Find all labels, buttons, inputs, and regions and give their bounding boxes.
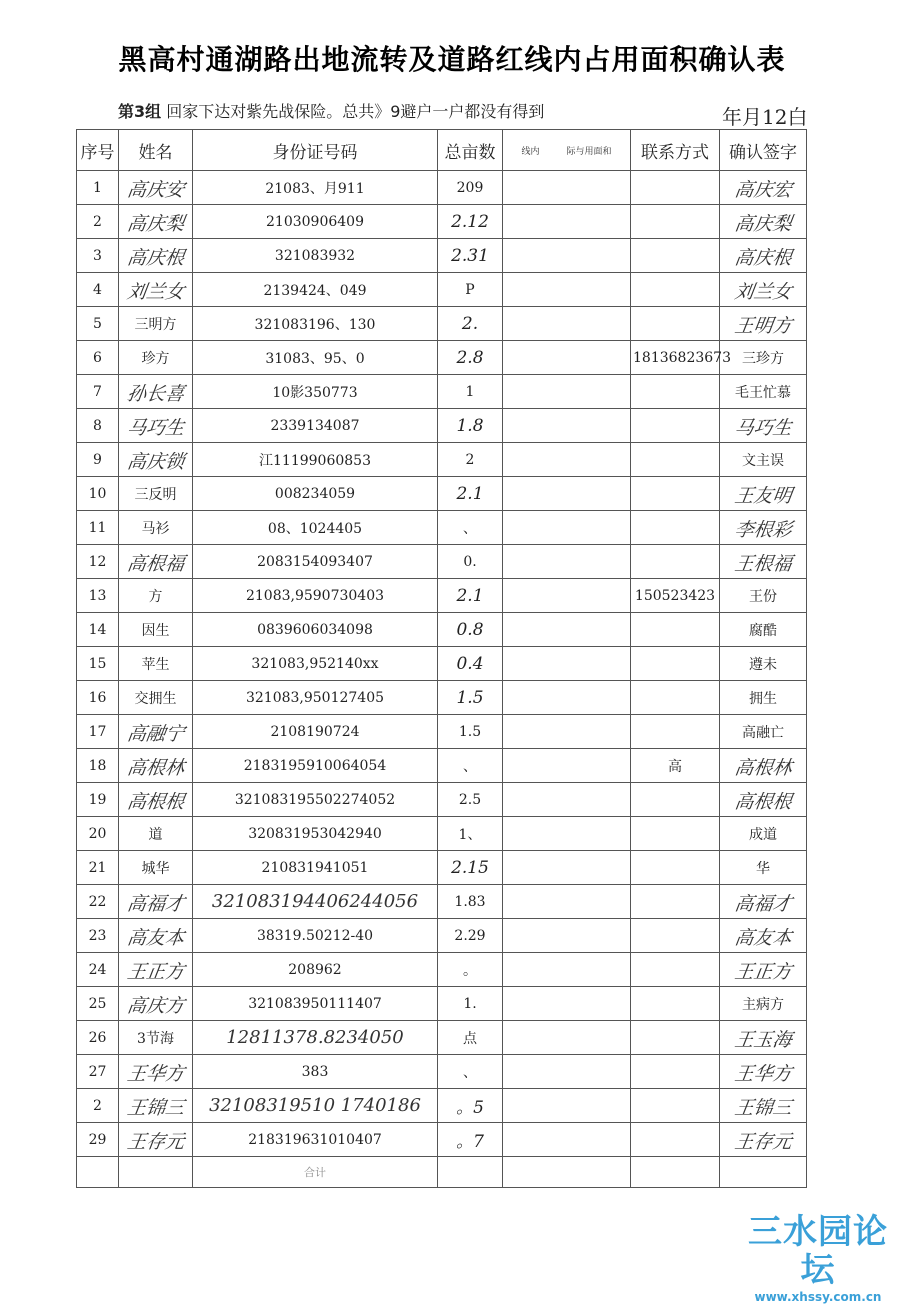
seq-cell: 19 bbox=[77, 783, 119, 817]
header-area: 总亩数 bbox=[438, 130, 503, 171]
footer-row bbox=[77, 1157, 807, 1188]
seq-cell: 15 bbox=[77, 647, 119, 681]
sign-cell: 王存元 bbox=[717, 1123, 809, 1157]
seq-cell: 26 bbox=[77, 1021, 119, 1055]
header-row bbox=[77, 130, 807, 171]
table-row bbox=[77, 171, 807, 205]
name-cell: 珍方 bbox=[119, 341, 193, 375]
seq-cell: 20 bbox=[77, 817, 119, 851]
id-cell: 21083、月911 bbox=[193, 171, 438, 205]
sign-cell: 三珍方 bbox=[720, 341, 807, 375]
id-cell: 10影350773 bbox=[193, 375, 438, 409]
area-cell: 2.15 bbox=[438, 851, 503, 885]
table-row bbox=[77, 817, 807, 851]
area-cell: 、 bbox=[438, 749, 503, 783]
seq-cell: 23 bbox=[77, 919, 119, 953]
id-cell: 08、1024405 bbox=[193, 511, 438, 545]
redline-cell bbox=[503, 273, 631, 307]
table-row bbox=[77, 579, 807, 613]
contact-cell bbox=[631, 1089, 720, 1123]
area-cell: 。7 bbox=[438, 1123, 503, 1157]
table-row bbox=[77, 783, 807, 817]
area-cell: 2.8 bbox=[438, 341, 503, 375]
area-cell: 2.1 bbox=[438, 477, 503, 511]
table-row bbox=[77, 443, 807, 477]
table-row bbox=[77, 953, 807, 987]
table-row bbox=[77, 987, 807, 1021]
table-row bbox=[77, 1089, 807, 1123]
sign-cell: 高友本 bbox=[717, 919, 809, 953]
contact-cell bbox=[631, 443, 720, 477]
sign-cell: 华 bbox=[720, 851, 807, 885]
id-cell: 21030906409 bbox=[193, 205, 438, 239]
redline-cell bbox=[503, 341, 631, 375]
redline-cell bbox=[503, 375, 631, 409]
redline-cell bbox=[503, 749, 631, 783]
sign-cell: 成道 bbox=[720, 817, 807, 851]
area-cell: 。5 bbox=[438, 1089, 503, 1123]
id-cell: 218319631010407 bbox=[193, 1123, 438, 1157]
contact-cell bbox=[631, 307, 720, 341]
contact-cell bbox=[631, 511, 720, 545]
sign-cell: 李根彩 bbox=[717, 511, 809, 545]
name-cell: 马巧生 bbox=[116, 409, 195, 443]
table-row bbox=[77, 1021, 807, 1055]
confirmation-table bbox=[76, 129, 807, 1188]
id-cell: 21083,9590730403 bbox=[193, 579, 438, 613]
id-cell: 321083932 bbox=[193, 239, 438, 273]
id-cell: 38319.50212-40 bbox=[193, 919, 438, 953]
table-row bbox=[77, 511, 807, 545]
name-cell: 道 bbox=[119, 817, 193, 851]
area-cell: 、 bbox=[438, 511, 503, 545]
contact-cell bbox=[631, 817, 720, 851]
sign-cell: 王份 bbox=[720, 579, 807, 613]
redline-cell bbox=[503, 1021, 631, 1055]
area-cell: 、 bbox=[438, 1055, 503, 1089]
table-row bbox=[77, 715, 807, 749]
area-cell: 209 bbox=[438, 171, 503, 205]
redline-cell bbox=[503, 783, 631, 817]
contact-cell bbox=[631, 715, 720, 749]
header-seq: 序号 bbox=[77, 130, 119, 171]
seq-cell: 21 bbox=[77, 851, 119, 885]
seq-cell: 27 bbox=[77, 1055, 119, 1089]
contact-cell bbox=[631, 545, 720, 579]
id-cell: 321083195502274052 bbox=[193, 783, 438, 817]
name-cell: 苹生 bbox=[119, 647, 193, 681]
id-cell: 2339134087 bbox=[193, 409, 438, 443]
id-cell: 320831953042940 bbox=[193, 817, 438, 851]
area-cell: 0.8 bbox=[438, 613, 503, 647]
contact-cell bbox=[631, 375, 720, 409]
seq-cell: 10 bbox=[77, 477, 119, 511]
redline-cell bbox=[503, 817, 631, 851]
table-row bbox=[77, 613, 807, 647]
id-cell: 321083196、130 bbox=[193, 307, 438, 341]
contact-cell bbox=[631, 681, 720, 715]
table-row bbox=[77, 1123, 807, 1157]
header-id: 身份证号码 bbox=[193, 130, 438, 171]
name-cell: 高庆安 bbox=[116, 171, 195, 205]
area-cell: 。 bbox=[438, 953, 503, 987]
sign-cell: 高根根 bbox=[717, 783, 809, 817]
table-row bbox=[77, 681, 807, 715]
header-sign: 确认签字 bbox=[720, 130, 807, 171]
name-cell: 王正方 bbox=[116, 953, 195, 987]
name-cell: 马衫 bbox=[119, 511, 193, 545]
seq-cell: 5 bbox=[77, 307, 119, 341]
table-row bbox=[77, 375, 807, 409]
name-cell: 方 bbox=[119, 579, 193, 613]
id-cell: 321083950111407 bbox=[193, 987, 438, 1021]
sign-cell: 高福才 bbox=[717, 885, 809, 919]
area-cell: 2. bbox=[438, 307, 503, 341]
sign-cell: 拥生 bbox=[720, 681, 807, 715]
contact-cell bbox=[631, 783, 720, 817]
table-row bbox=[77, 273, 807, 307]
id-cell: 31083、95、0 bbox=[193, 341, 438, 375]
header-contact: 联系方式 bbox=[631, 130, 720, 171]
id-cell: 2139424、049 bbox=[193, 273, 438, 307]
seq-cell: 13 bbox=[77, 579, 119, 613]
table-row bbox=[77, 919, 807, 953]
table-row bbox=[77, 885, 807, 919]
id-cell: 32108319510 1740186 bbox=[193, 1089, 438, 1123]
redline-cell bbox=[503, 205, 631, 239]
site-watermark bbox=[733, 1213, 903, 1305]
id-cell: 008234059 bbox=[193, 477, 438, 511]
seq-cell: 12 bbox=[77, 545, 119, 579]
redline-cell bbox=[503, 715, 631, 749]
id-cell: 383 bbox=[193, 1055, 438, 1089]
sign-cell: 主病方 bbox=[720, 987, 807, 1021]
table-row bbox=[77, 1055, 807, 1089]
contact-cell bbox=[631, 953, 720, 987]
area-cell: 1. bbox=[438, 987, 503, 1021]
name-cell: 王华方 bbox=[116, 1055, 195, 1089]
name-cell: 高庆梨 bbox=[116, 205, 195, 239]
area-cell: 点 bbox=[438, 1021, 503, 1055]
sign-cell: 王锦三 bbox=[717, 1089, 809, 1123]
contact-cell: 18136823673 bbox=[631, 341, 720, 375]
contact-cell: 150523423 bbox=[631, 579, 720, 613]
name-cell: 城华 bbox=[119, 851, 193, 885]
table-row bbox=[77, 477, 807, 511]
area-cell: 2.31 bbox=[438, 239, 503, 273]
header-redline: 线内 际与用面和 bbox=[503, 130, 631, 171]
subtitle-line bbox=[118, 99, 544, 122]
name-cell: 3节海 bbox=[119, 1021, 193, 1055]
id-cell: 321083,952140xx bbox=[193, 647, 438, 681]
sign-cell: 腐酷 bbox=[720, 613, 807, 647]
seq-cell: 17 bbox=[77, 715, 119, 749]
name-cell: 高根福 bbox=[116, 545, 195, 579]
sign-cell: 王正方 bbox=[717, 953, 809, 987]
area-cell: 2.5 bbox=[438, 783, 503, 817]
redline-cell bbox=[503, 477, 631, 511]
group-label: 第3组 bbox=[118, 102, 162, 121]
redline-cell bbox=[503, 579, 631, 613]
name-cell: 高庆根 bbox=[116, 239, 195, 273]
redline-cell bbox=[503, 1089, 631, 1123]
area-cell: 2.29 bbox=[438, 919, 503, 953]
sign-cell: 刘兰女 bbox=[717, 273, 809, 307]
id-cell: 208962 bbox=[193, 953, 438, 987]
name-cell: 因生 bbox=[119, 613, 193, 647]
header-name: 姓名 bbox=[119, 130, 193, 171]
area-cell: 1.5 bbox=[438, 681, 503, 715]
contact-cell bbox=[631, 273, 720, 307]
area-cell: 2.12 bbox=[438, 205, 503, 239]
watermark-brand: 三水园论坛 bbox=[748, 1212, 888, 1290]
redline-cell bbox=[503, 545, 631, 579]
name-cell: 刘兰女 bbox=[116, 273, 195, 307]
contact-cell bbox=[631, 239, 720, 273]
contact-cell bbox=[631, 1021, 720, 1055]
redline-cell bbox=[503, 987, 631, 1021]
area-cell: 0. bbox=[438, 545, 503, 579]
name-cell: 交拥生 bbox=[119, 681, 193, 715]
id-cell: 321083,950127405 bbox=[193, 681, 438, 715]
seq-cell: 3 bbox=[77, 239, 119, 273]
id-cell: 2183195910064054 bbox=[193, 749, 438, 783]
footer-total: 合计 bbox=[193, 1157, 438, 1188]
sign-cell: 王华方 bbox=[717, 1055, 809, 1089]
sign-cell: 文主误 bbox=[720, 443, 807, 477]
date-text: 年月12白 bbox=[722, 105, 808, 129]
seq-cell: 22 bbox=[77, 885, 119, 919]
name-cell: 高庆方 bbox=[116, 987, 195, 1021]
name-cell: 高福才 bbox=[116, 885, 195, 919]
contact-cell bbox=[631, 851, 720, 885]
table-row bbox=[77, 239, 807, 273]
area-cell: 1.5 bbox=[438, 715, 503, 749]
area-cell: 1 bbox=[438, 375, 503, 409]
sign-cell: 高庆梨 bbox=[717, 205, 809, 239]
seq-cell: 2 bbox=[77, 205, 119, 239]
area-cell: 1.8 bbox=[438, 409, 503, 443]
redline-cell bbox=[503, 953, 631, 987]
sign-cell: 王友明 bbox=[717, 477, 809, 511]
table-body bbox=[77, 171, 807, 1188]
redline-cell bbox=[503, 885, 631, 919]
contact-cell: 高 bbox=[631, 749, 720, 783]
contact-cell bbox=[631, 919, 720, 953]
contact-cell bbox=[631, 987, 720, 1021]
seq-cell: 16 bbox=[77, 681, 119, 715]
redline-cell bbox=[503, 1055, 631, 1089]
table-row bbox=[77, 749, 807, 783]
document-title: 黑高村通湖路出地流转及道路红线内占用面积确认表 bbox=[118, 43, 786, 76]
id-cell: 321083194406244056 bbox=[193, 885, 438, 919]
contact-cell bbox=[631, 409, 720, 443]
id-cell: 210831941051 bbox=[193, 851, 438, 885]
seq-cell: 11 bbox=[77, 511, 119, 545]
table-row bbox=[77, 341, 807, 375]
seq-cell: 6 bbox=[77, 341, 119, 375]
name-cell: 高融宁 bbox=[116, 715, 195, 749]
id-cell: 0839606034098 bbox=[193, 613, 438, 647]
name-cell: 三反明 bbox=[119, 477, 193, 511]
redline-cell bbox=[503, 647, 631, 681]
id-cell: 2083154093407 bbox=[193, 545, 438, 579]
sign-cell: 王玉海 bbox=[717, 1021, 809, 1055]
contact-cell bbox=[631, 171, 720, 205]
name-cell: 王锦三 bbox=[116, 1089, 195, 1123]
name-cell: 高友本 bbox=[116, 919, 195, 953]
contact-cell bbox=[631, 647, 720, 681]
contact-cell bbox=[631, 205, 720, 239]
sign-cell: 高根林 bbox=[717, 749, 809, 783]
area-cell: 2.1 bbox=[438, 579, 503, 613]
redline-cell bbox=[503, 1123, 631, 1157]
redline-cell bbox=[503, 919, 631, 953]
contact-cell bbox=[631, 477, 720, 511]
redline-cell bbox=[503, 443, 631, 477]
name-cell: 高根根 bbox=[116, 783, 195, 817]
contact-cell bbox=[631, 613, 720, 647]
table-row bbox=[77, 409, 807, 443]
table-row bbox=[77, 205, 807, 239]
redline-cell bbox=[503, 239, 631, 273]
seq-cell: 8 bbox=[77, 409, 119, 443]
area-cell: 0.4 bbox=[438, 647, 503, 681]
table-row bbox=[77, 851, 807, 885]
watermark-url: www.xhssy.com.cn bbox=[754, 1290, 882, 1304]
name-cell: 高庆锁 bbox=[116, 443, 195, 477]
redline-cell bbox=[503, 409, 631, 443]
area-cell: P bbox=[438, 273, 503, 307]
seq-cell: 2 bbox=[77, 1089, 119, 1123]
sign-cell: 高庆根 bbox=[717, 239, 809, 273]
seq-cell: 7 bbox=[77, 375, 119, 409]
id-cell: 12811378.8234050 bbox=[193, 1021, 438, 1055]
seq-cell: 9 bbox=[77, 443, 119, 477]
seq-cell: 29 bbox=[77, 1123, 119, 1157]
sign-cell: 王明方 bbox=[717, 307, 809, 341]
contact-cell bbox=[631, 1123, 720, 1157]
sign-cell: 马巧生 bbox=[717, 409, 809, 443]
table-row bbox=[77, 647, 807, 681]
name-cell: 高根林 bbox=[116, 749, 195, 783]
area-cell: 2 bbox=[438, 443, 503, 477]
seq-cell: 24 bbox=[77, 953, 119, 987]
area-cell: 1、 bbox=[438, 817, 503, 851]
redline-cell bbox=[503, 613, 631, 647]
id-cell: 2108190724 bbox=[193, 715, 438, 749]
seq-cell: 4 bbox=[77, 273, 119, 307]
table-row bbox=[77, 307, 807, 341]
seq-cell: 14 bbox=[77, 613, 119, 647]
sign-cell: 高融亡 bbox=[720, 715, 807, 749]
sign-cell: 毛王忙慕 bbox=[720, 375, 807, 409]
seq-cell: 18 bbox=[77, 749, 119, 783]
sign-cell: 遵未 bbox=[720, 647, 807, 681]
contact-cell bbox=[631, 1055, 720, 1089]
redline-cell bbox=[503, 511, 631, 545]
redline-cell bbox=[503, 307, 631, 341]
contact-cell bbox=[631, 885, 720, 919]
name-cell: 王存元 bbox=[116, 1123, 195, 1157]
seq-cell: 1 bbox=[77, 171, 119, 205]
sign-cell: 高庆宏 bbox=[717, 171, 809, 205]
sign-cell: 王根福 bbox=[717, 545, 809, 579]
seq-cell: 25 bbox=[77, 987, 119, 1021]
redline-cell bbox=[503, 171, 631, 205]
redline-cell bbox=[503, 681, 631, 715]
table-row bbox=[77, 545, 807, 579]
name-cell: 孙长喜 bbox=[116, 375, 195, 409]
area-cell: 1.83 bbox=[438, 885, 503, 919]
subtitle-note: 回家下达对紫先战保险。总共》9避户一户都没有得到 bbox=[166, 102, 545, 121]
redline-cell bbox=[503, 851, 631, 885]
name-cell: 三明方 bbox=[119, 307, 193, 341]
id-cell: 江11199060853 bbox=[193, 443, 438, 477]
